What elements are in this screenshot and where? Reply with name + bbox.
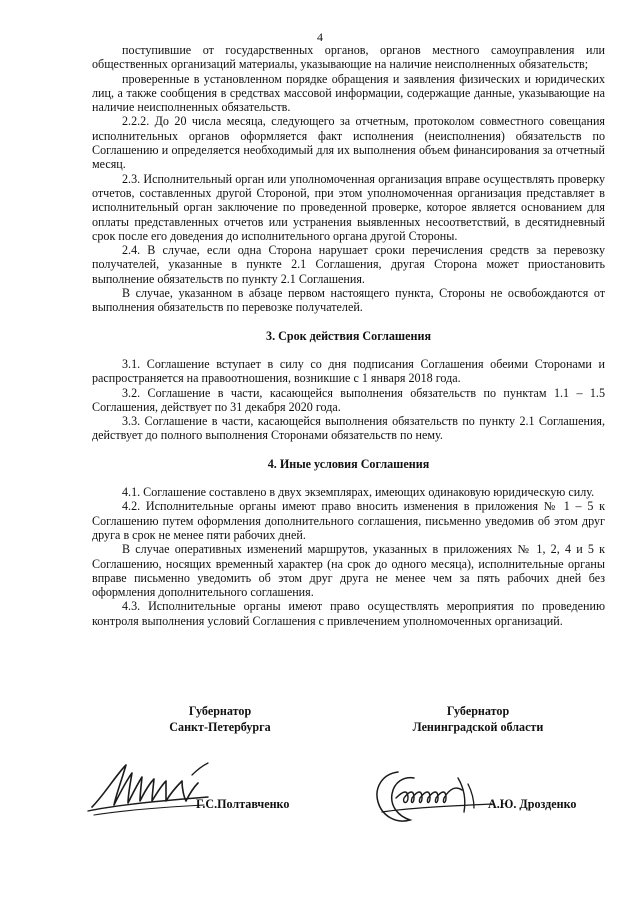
page-number: 4 xyxy=(317,30,323,44)
paragraph: В случае оперативных изменений маршрутов, указанных в приложениях № 1, 2, 4 и 5 к Соглашению, носящих временный характер (на срок до одного месяца), исполнительные органы вправе письменно уведомить об этом друг друга не менее чем за пять рабочих дней без оформления дополнительного соглашения. xyxy=(92,542,605,600)
paragraph: поступившие от государственных органов, органов местного самоуправления или общественных организаций материалы, указывающие на наличие неисполненных обязательств; xyxy=(92,43,605,72)
paragraph: 4.2. Исполнительные органы имеют право вносить изменения в приложения № 1 – 5 к Соглашению путем оформления дополнительного соглашения, письменно уведомив об этом друг друга в срок не менее пяти рабочих дней. xyxy=(92,499,605,542)
section-heading: 4. Иные условия Соглашения xyxy=(267,456,430,471)
handwritten-signature-left xyxy=(86,755,211,820)
handwritten-signature-right xyxy=(368,760,496,830)
document-body xyxy=(92,43,605,628)
section-heading: 3. Срок действия Соглашения xyxy=(266,328,431,343)
paragraph: 4.1. Соглашение составлено в двух экземплярах, имеющих одинаковую юридическую силу. xyxy=(122,485,595,500)
paragraph: 2.2.2. До 20 числа месяца, следующего за отчетным, протоколом совместного совещания исполнительных органов оформляется факт исполнения (неисполнения) обязательств по Соглашению и определяется необходимый для их выполнения объем финансирования за отчетный месяц. xyxy=(92,114,605,172)
paragraph: 2.4. В случае, если одна Сторона нарушает сроки перечисления средств за перевозку получателей, указанные в пункте 2.1 Соглашения, другая Сторона может приостановить выполнение обязательств по пункту 2.1 Соглашения. xyxy=(92,243,605,286)
signatory-region: Санкт-Петербурга xyxy=(169,720,271,734)
signatory-left-title xyxy=(140,703,300,735)
paragraph: 3.3. Соглашение в части, касающейся выполнения обязательств по пункту 2.1 Соглашения, действует до полного выполнения Сторонами обязательств по нему. xyxy=(92,414,605,443)
signatory-title: Губернатор xyxy=(446,704,510,718)
signatory-region: Ленинградской области xyxy=(412,720,544,734)
paragraph: 3.1. Соглашение вступает в силу со дня подписания Соглашения обеими Сторонами и распространяется на правоотношения, возникшие с 1 января 2018 года. xyxy=(92,356,605,386)
signatory-title: Губернатор xyxy=(188,704,252,718)
signatory-name-right: А.Ю. Дрозденко xyxy=(488,797,577,811)
paragraph: проверенные в установленном порядке обращения и заявления физических и юридических лиц, а также сообщения в средствах массовой информации, содержащие данные, указывающие на наличие неисполненных обязательств. xyxy=(92,71,605,115)
paragraph: 2.3. Исполнительный орган или уполномоченная организация вправе осуществлять проверку отчетов, составленных другой Стороной, при этом уполномоченная организация представляет в исполнительный орган заключение по проведенной проверке, которое является основанием для оплаты представленных отчетов или устранения выявленных несоответствий, в десятидневный срок после его доведения до исполнительного органа другой Стороны. xyxy=(92,171,605,243)
paragraph: 3.2. Соглашение в части, касающейся выполнения обязательств по пунктам 1.1 – 1.5 Соглашения, действует по 31 декабря 2020 года. xyxy=(92,385,605,414)
paragraph: 4.3. Исполнительные органы имеют право осуществлять мероприятия по проведению контроля выполнения условий Соглашения с привлечением уполномоченных организаций. xyxy=(92,599,605,628)
signatory-name-left: Г.С.Полтавченко xyxy=(196,797,290,811)
signatory-right-title xyxy=(388,703,568,735)
paragraph: В случае, указанном в абзаце первом настоящего пункта, Стороны не освобождаются от выполнения обязательств по перевозке получателей. xyxy=(92,286,605,315)
